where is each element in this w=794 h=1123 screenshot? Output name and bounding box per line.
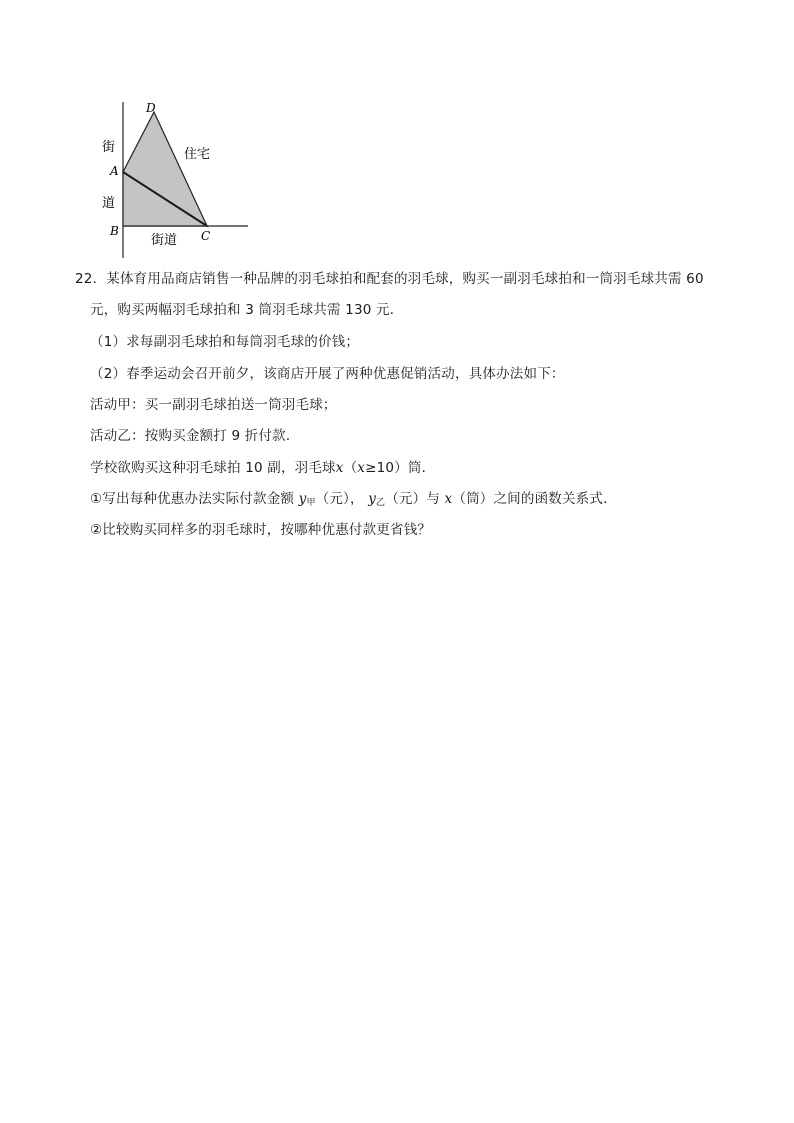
part-1: （1）求每副羽毛球拍和每筒羽毛球的价钱；: [90, 334, 360, 350]
activity-b: 活动乙：按购买金额打 9 折付款．: [90, 428, 300, 444]
street-label-vertical-2: 道: [102, 196, 116, 211]
question-1: [90, 490, 617, 512]
school-purchase-line: [90, 459, 435, 477]
point-d-label: D: [146, 101, 156, 115]
y-yi-subscript: 乙: [376, 498, 386, 508]
activity-a: 活动甲：买一副羽毛球拍送一筒羽毛球；: [90, 397, 337, 413]
residence-label: 住宅: [184, 147, 211, 162]
school-condition: ≥10）筒．: [365, 460, 436, 476]
variable-x-cond: x: [357, 460, 366, 476]
part-2: （2）春季运动会召开前夕，该商店开展了两种优惠促销活动，具体办法如下：: [90, 366, 565, 382]
street-label-vertical-1: 街: [102, 140, 116, 155]
q1-x-variable: x: [444, 491, 453, 507]
question-2: ②比较购买同样多的羽毛球时，按哪种优惠付款更省钱？: [90, 522, 432, 538]
school-paren-open: （: [343, 460, 358, 476]
problem-number: 22．: [75, 271, 107, 287]
y-yi-variable: y: [368, 491, 377, 507]
problem-stem-line-2: 元，购买两幅羽毛球拍和 3 筒羽毛球共需 130 元．: [90, 302, 404, 318]
geometry-figure: [96, 98, 256, 264]
y-jia-subscript: 甲: [306, 498, 316, 508]
point-c-label: C: [201, 229, 211, 243]
q1-unit-1: （元），: [315, 491, 364, 507]
point-b-label: B: [110, 224, 119, 238]
q1-unit-2: （元）与: [385, 491, 441, 507]
figure-diagram: [96, 98, 256, 264]
variable-x: x: [335, 460, 344, 476]
problem-stem-text-1: 某体育用品商店销售一种品牌的羽毛球拍和配套的羽毛球，购买一副羽毛球拍和一筒羽毛球共需 60: [106, 271, 704, 287]
problem-stem-line-1: [75, 270, 704, 288]
street-label-horizontal: 街道: [151, 233, 178, 248]
q1-text-before: ①写出每种优惠办法实际付款金额: [90, 491, 295, 507]
q1-unit-3: （筒）之间的函数关系式．: [452, 491, 617, 507]
school-text-before: 学校欲购买这种羽毛球拍 10 副，羽毛球: [90, 460, 336, 476]
point-a-label: A: [110, 164, 119, 178]
y-jia-variable: y: [298, 491, 307, 507]
